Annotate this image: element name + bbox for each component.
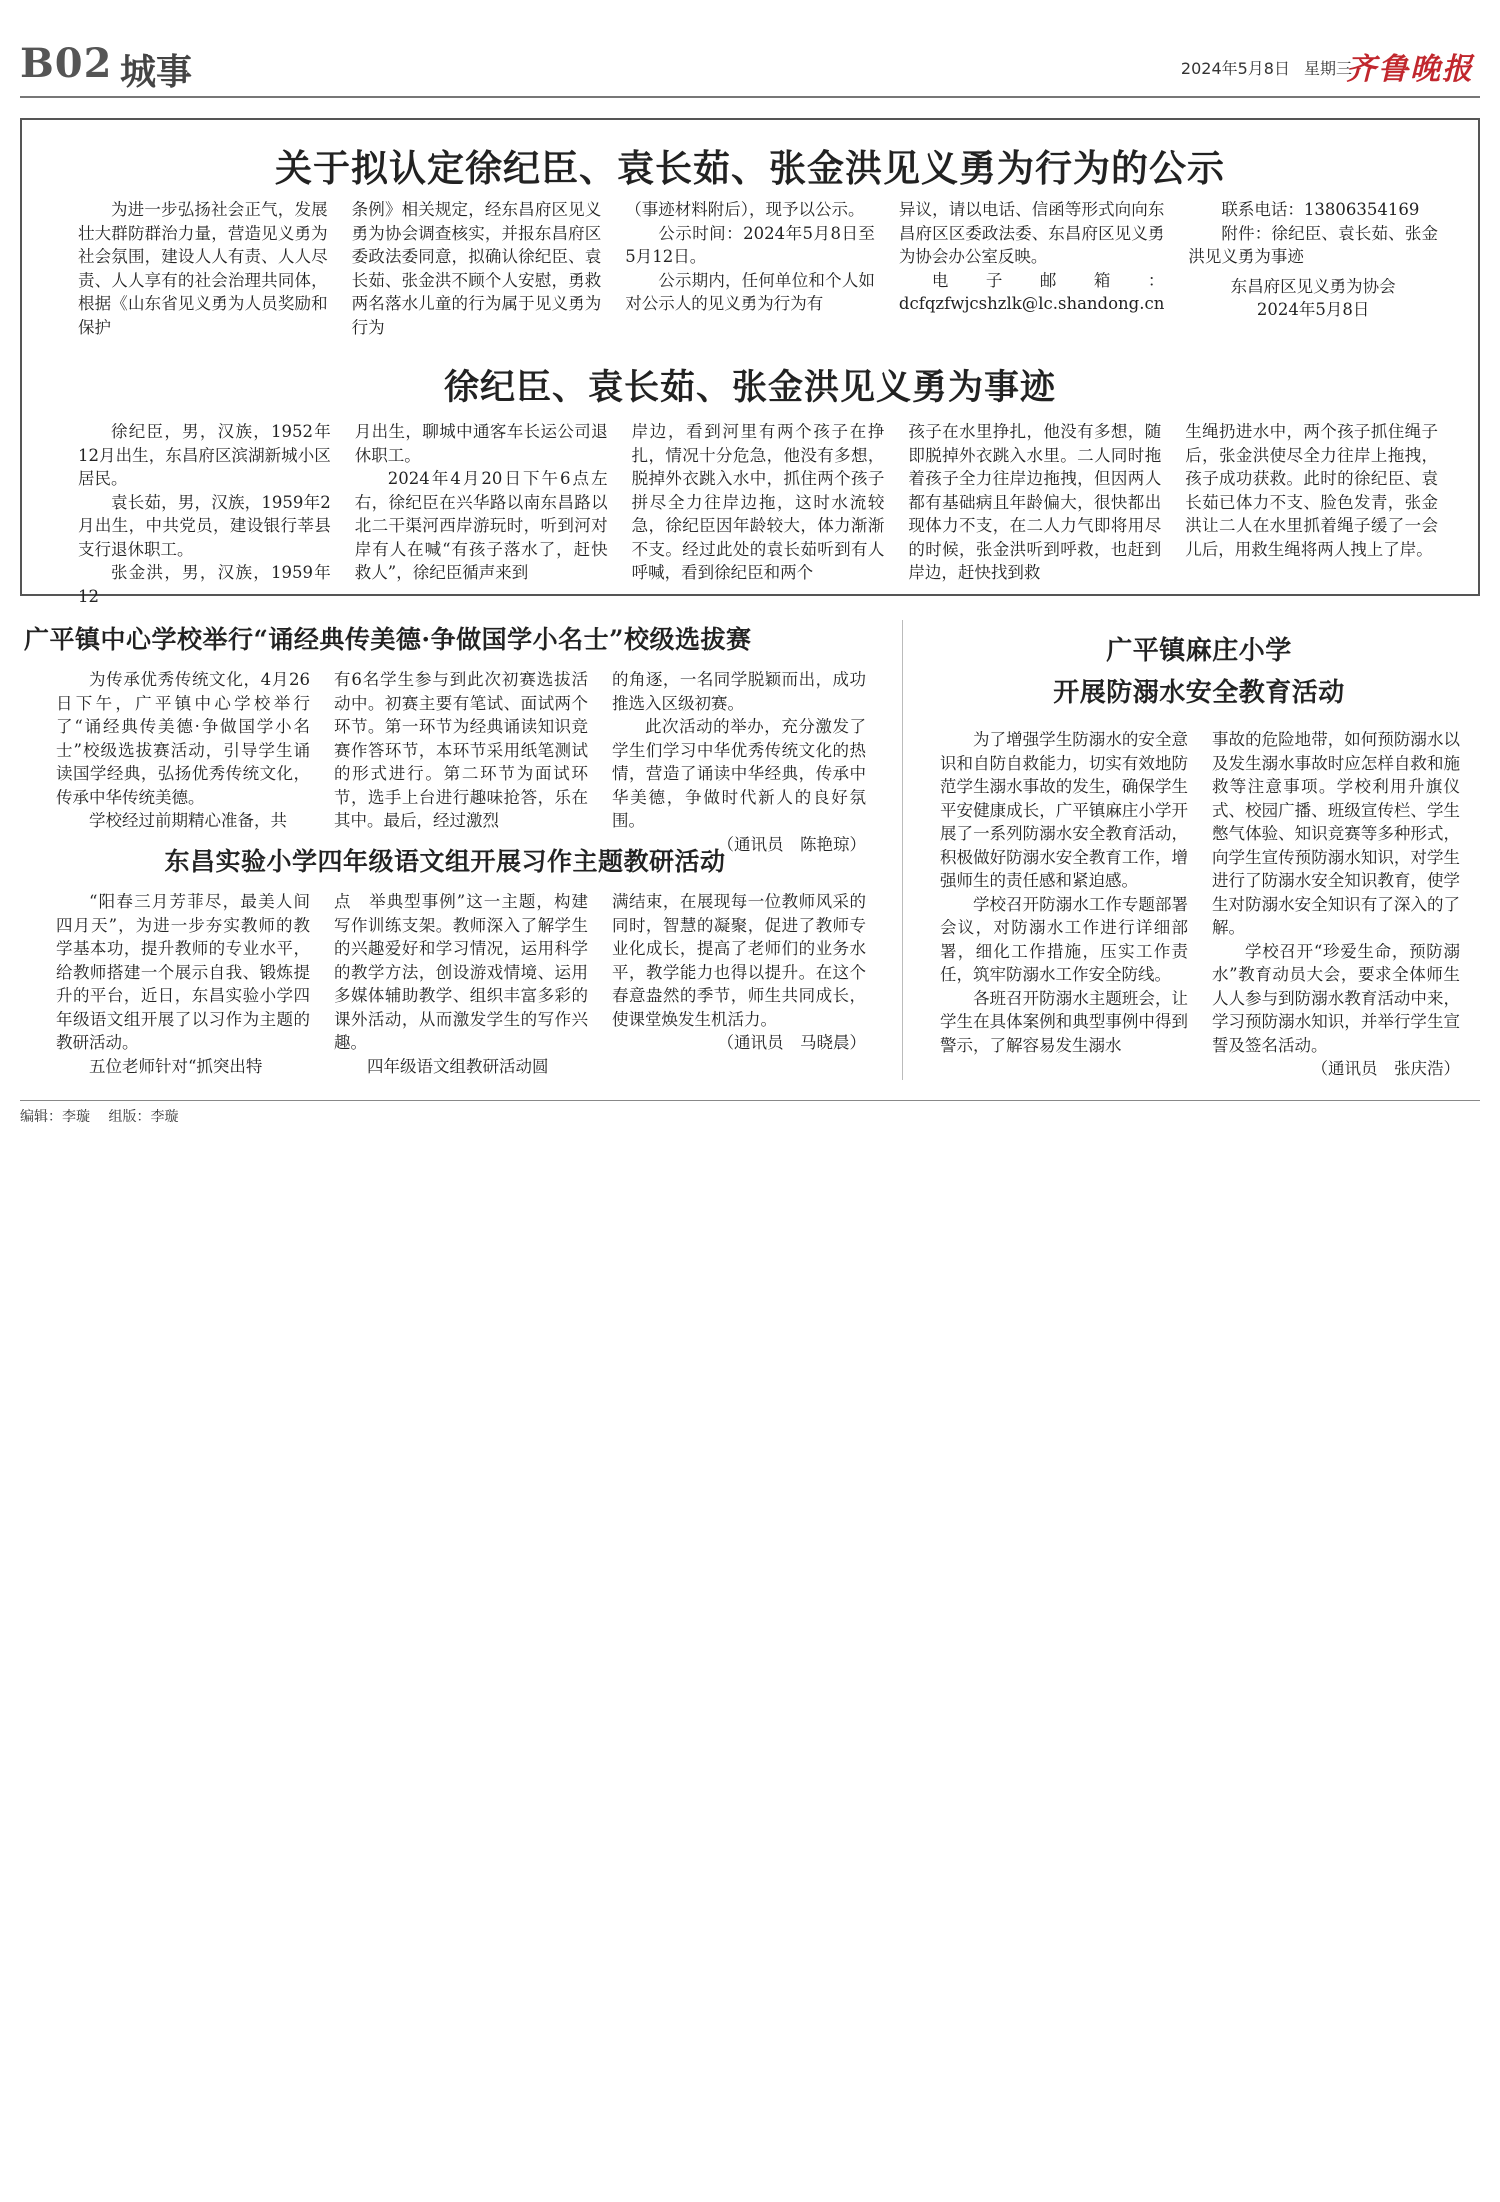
paragraph: 四年级语文组教研活动圆 xyxy=(367,1056,549,1076)
layout-credit: 组版：李璇 xyxy=(108,1109,179,1125)
paragraph: 学校召开防溺水工作专题部署会议，对防溺水工作进行详细部署，细化工作措施，压实工作责任，筑牢防溺水工作安全防线。 xyxy=(940,894,1188,984)
paragraph: 的角逐，一名同学脱颖而出，成功推选入区级初赛。 xyxy=(612,670,866,713)
paragraph: 袁长茹，男，汉族，1959年2月出生，中共党员，建设银行莘县支行退休职工。 xyxy=(78,492,331,559)
article-column xyxy=(612,890,866,1080)
issue-weekday: 星期三 xyxy=(1303,59,1352,78)
paragraph: 有6名学生参与到此次初赛选拔活动中。初赛主要有笔试、面试两个环节。第一环节为经典诵读知识竞赛作答环节，本环节采用纸笔测试的形式进行。第二环节为面试环节，选手上台进行趣味抢答，乐在其中。最后，经过激烈 xyxy=(334,670,588,830)
deeds-body xyxy=(78,420,1438,606)
article-title-line2: 开展防溺水安全教育活动 xyxy=(1053,678,1345,708)
article-body xyxy=(56,668,866,854)
paragraph: 为了增强学生防溺水的安全意识和自防自救能力，切实有效地防范学生溺水事故的发生，确保学生平安健康成长，广平镇麻庄小学开展了一系列防溺水安全教育活动，积极做好防溺水安全教育工作，增强师生的责任感和紧迫感。 xyxy=(940,730,1188,890)
paragraph: 学校经过前期精心准备，共 xyxy=(89,811,287,830)
paragraph: （事迹材料附后），现予以公示。 xyxy=(625,200,865,219)
phone-line: 联系电话：13806354169 xyxy=(1221,200,1420,219)
page-footer xyxy=(20,1106,192,1126)
paragraph: 孩子在水里挣扎，他没有多想，随即脱掉外衣跳入水里。二人同时拖着孩子全力往岸边拖拽，但因两人都有基础病且年龄偏大，很快都出现体力不支，在二人力气即将用尽的时候，张金洪听到呼救，也赶到岸边，赶快找到救 xyxy=(908,422,1162,582)
paragraph: 事故的危险地带，如何预防溺水以及发生溺水事故时应怎样自救和施救等注意事项。学校利用升旗仪式、校园广播、班级宣传栏、学生憋气体验、知识竞赛等多种形式，向学生宣传预防溺水知识，对学生进行了防溺水安全知识教育，使学生对防溺水安全知识有了深入的了解。 xyxy=(1212,730,1460,937)
article-column xyxy=(612,668,866,854)
byline: （通讯员 马晓晨） xyxy=(717,1033,866,1052)
deeds-column xyxy=(632,420,885,588)
article-column xyxy=(334,668,588,838)
paragraph: 岸边，看到河里有两个孩子在挣扎，情况十分危急，他没有多想，脱掉外衣跳入水中，抓住两个孩子拼尽全力往岸边拖，这时水流较急，徐纪臣因年龄较大，体力渐渐不支。经过此处的袁长茹听到有人呼喊，看到徐纪臣和两个 xyxy=(631,422,885,582)
signature-date: 2024年5月8日 xyxy=(1256,300,1370,319)
notice-body xyxy=(78,198,1438,340)
paragraph: “阳春三月芳菲尽，最美人间四月天”，为进一步夯实教师的教学基本功，提升教师的专业水平，给教师搭建一个展示自我、锻炼提升的平台，近日，东昌实验小学四年级语文组开展了以习作为主题的教研活动。 xyxy=(56,892,310,1052)
article-drowning-prevention xyxy=(918,630,1480,1086)
byline: （通讯员 张庆浩） xyxy=(1311,1059,1460,1078)
paragraph: 点 举典型事例”这一主题，构建写作训练支架。教师深入了解学生的兴趣爱好和学习情况，运用科学的教学方法，创设游戏情境、运用多媒体辅助教学、组织丰富多彩的课外活动，从而激发学生的写作兴趣。 xyxy=(334,892,588,1052)
paragraph: 此次活动的举办，充分激发了学生们学习中华优秀传统文化的热情，营造了诵读中华经典，传承中华美德，争做时代新人的良好氛围。 xyxy=(612,717,866,830)
email-line: 电子邮箱：dcfqzfwjcshzlk@lc.shandong.cn xyxy=(898,270,1165,313)
article-column xyxy=(940,728,1188,1083)
footer-divider xyxy=(20,1100,1480,1101)
issue-date: 2024年5月8日 xyxy=(1180,59,1290,78)
article-column xyxy=(334,890,588,1080)
deeds-title: 徐纪臣、袁长茹、张金洪见义勇为事迹 xyxy=(443,367,1056,408)
paragraph: 徐纪臣，男，汉族，1952年12月出生，东昌府区滨湖新城小区居民。 xyxy=(78,422,331,488)
article-title-line1: 广平镇麻庄小学 xyxy=(1106,636,1292,666)
paragraph: 各班召开防溺水主题班会，让学生在具体案例和典型事例中得到警示，了解容易发生溺水 xyxy=(940,988,1188,1055)
deeds-column xyxy=(355,420,608,588)
paragraph: 2024年4月20日下午6点左右，徐纪臣在兴华路以南东昌路以北二干渠河西岸游玩时，听到河对岸有人在喊“有孩子落水了，赶快救人”，徐纪臣循声来到 xyxy=(354,469,608,582)
article-column xyxy=(1212,728,1460,1083)
article-column xyxy=(56,890,310,1080)
notice-column xyxy=(78,198,328,340)
paragraph: 公示时间：2024年5月8日至5月12日。 xyxy=(625,223,875,266)
masthead-divider xyxy=(20,96,1480,98)
notice-box xyxy=(20,118,1480,606)
attachment-line: 附件：徐纪臣、袁长茹、张金洪见义勇为事迹 xyxy=(1188,223,1438,266)
notice-title: 关于拟认定徐纪臣、袁长茹、张金洪见义勇为行为的公示 xyxy=(275,146,1225,190)
paragraph: 生绳扔进水中，两个孩子抓住绳子后，张金洪使尽全力往岸上拖拽，孩子成功获救。此时的徐纪臣、袁长茹已体力不支、脸色发青，张金洪让二人在水里抓着绳子缓了一会儿后，用救生绳将两人拽上了岸。 xyxy=(1185,422,1438,559)
article-title: 东昌实验小学四年级语文组开展习作主题教研活动 xyxy=(164,847,726,876)
paragraph: 月出生，聊城中通客车长运公司退休职工。 xyxy=(354,422,608,465)
notice-column xyxy=(352,198,602,340)
page-code: B02 xyxy=(20,40,113,87)
article-title: 广平镇中心学校举行“诵经典传美德·争做国学小名士”校级选拔赛 xyxy=(24,625,752,654)
signature: 东昌府区见义勇为协会 xyxy=(1230,276,1396,296)
notice-column xyxy=(899,198,1164,340)
paragraph: 学校召开“珍爱生命，预防溺水”教育动员大会，要求全体师生人人参与到防溺水教育活动中来，学习预防溺水知识，并举行学生宣誓及签名活动。 xyxy=(1212,941,1460,1055)
masthead xyxy=(20,40,1480,96)
byline: （通讯员 陈艳琼） xyxy=(717,834,866,854)
notice-column xyxy=(625,198,875,340)
newspaper-logo: 齐鲁晚报 xyxy=(1346,52,1474,87)
paragraph: 满结束，在展现每一位教师风采的同时，智慧的凝聚，促进了教师专业化成长，提高了老师们的业务水平，教学能力也得以提升。在这个春意盎然的季节，师生共同成长，使课堂焕发生机活力。 xyxy=(612,892,866,1029)
deeds-column xyxy=(1185,420,1438,588)
deeds-column xyxy=(908,420,1161,588)
paragraph: 异议，请以电话、信函等形式向向东昌府区区委政法委、东昌府区见义勇为协会办公室反映。 xyxy=(898,200,1165,266)
article-writing-teaching-research xyxy=(20,842,870,1084)
notice-column xyxy=(1188,198,1438,340)
article-body xyxy=(940,728,1460,1083)
article-column xyxy=(56,668,310,838)
editor-credit: 编辑：李璇 xyxy=(20,1109,90,1125)
article-body xyxy=(56,890,866,1080)
deeds-column xyxy=(78,420,331,606)
paragraph: 公示期内，任何单位和个人如对公示人的见义勇为行为有 xyxy=(625,270,875,313)
article-recitation-contest xyxy=(20,620,870,854)
column-divider xyxy=(902,620,903,1080)
paragraph: 张金洪，男，汉族，1959年12 xyxy=(78,563,331,606)
section-name: 城事 xyxy=(120,51,193,93)
paragraph: 五位老师针对“抓突出特 xyxy=(89,1056,263,1076)
paragraph: 为传承优秀传统文化，4月26日下午，广平镇中心学校举行了“诵经典传美德·争做国学小名士”校级选拔赛活动，引导学生诵读国学经典，弘扬优秀传统文化，传承中华传统美德。 xyxy=(56,670,310,807)
paragraph: 为进一步弘扬社会正气，发展壮大群防群治力量，营造见义勇为社会氛围，建设人人有责、人人尽责、人人享有的社会治理共同体，根据《山东省见义勇为人员奖励和保护 xyxy=(78,200,328,337)
paragraph: 条例》相关规定，经东昌府区见义勇为协会调查核实，并报东昌府区委政法委同意，拟确认徐纪臣、袁长茹、张金洪不顾个人安慰，勇救两名落水儿童的行为属于见义勇为行为 xyxy=(351,200,602,337)
